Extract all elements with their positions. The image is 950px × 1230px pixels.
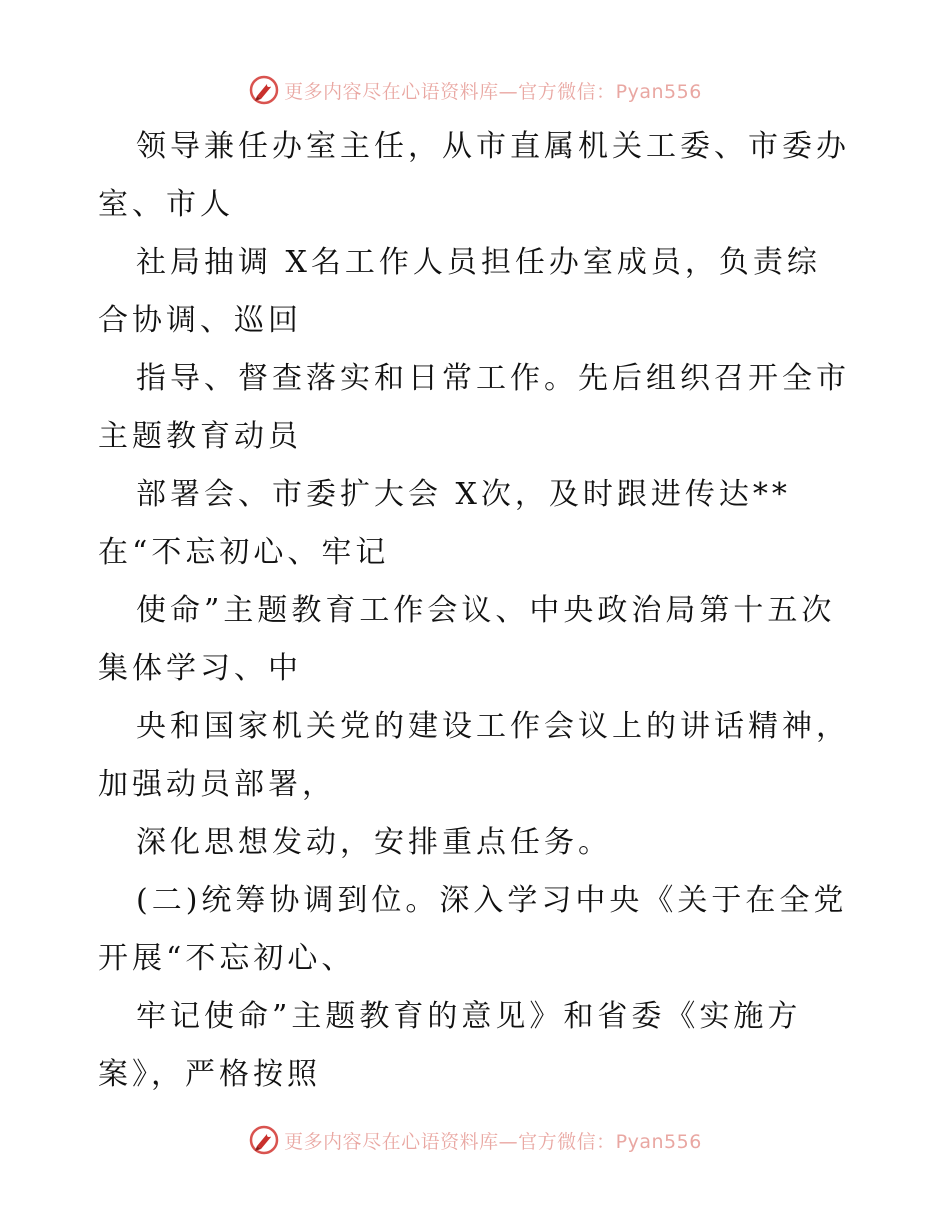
- text-line: 加强动员部署，: [98, 767, 336, 802]
- text-line: 使命”主题教育工作会议、中央政治局第十五次: [136, 593, 836, 628]
- text-line: 深化思想发动，安排重点任务。: [136, 825, 612, 860]
- text-line: 领导兼任办室主任，从市直属机关工委、市委办: [136, 129, 850, 164]
- text-line: 在“不忘初心、牢记: [98, 535, 390, 570]
- text-line: 指导、督查落实和日常工作。先后组织召开全市: [136, 361, 850, 396]
- text-line: 开展“不忘初心、: [98, 941, 356, 976]
- text-line: 合协调、巡回: [98, 303, 302, 338]
- watermark-text: 更多内容尽在心语资料库—官方微信：Pyan556: [284, 1130, 702, 1153]
- text-line: 主题教育动员: [98, 419, 302, 454]
- watermark-text: 更多内容尽在心语资料库—官方微信：Pyan556: [284, 80, 702, 103]
- pen-logo-icon: [248, 1124, 280, 1156]
- pen-logo-icon: [248, 74, 280, 106]
- header-watermark: [0, 70, 950, 110]
- text-line: 央和国家机关党的建设工作会议上的讲话精神，: [136, 709, 850, 744]
- text-line: (二)统筹协调到位。深入学习中央《关于在全党: [136, 883, 848, 918]
- text-line: 牢记使命”主题教育的意见》和省委《实施方: [136, 999, 802, 1034]
- footer-watermark: [0, 1120, 950, 1160]
- text-line: 集体学习、中: [98, 651, 302, 686]
- text-line: 社局抽调 X名工作人员担任办室成员，负责综: [136, 245, 821, 280]
- text-line: 室、市人: [98, 187, 234, 222]
- text-line: 部署会、市委扩大会 X次，及时跟进传达**: [136, 477, 791, 512]
- text-line: 案》，严格按照: [98, 1057, 321, 1092]
